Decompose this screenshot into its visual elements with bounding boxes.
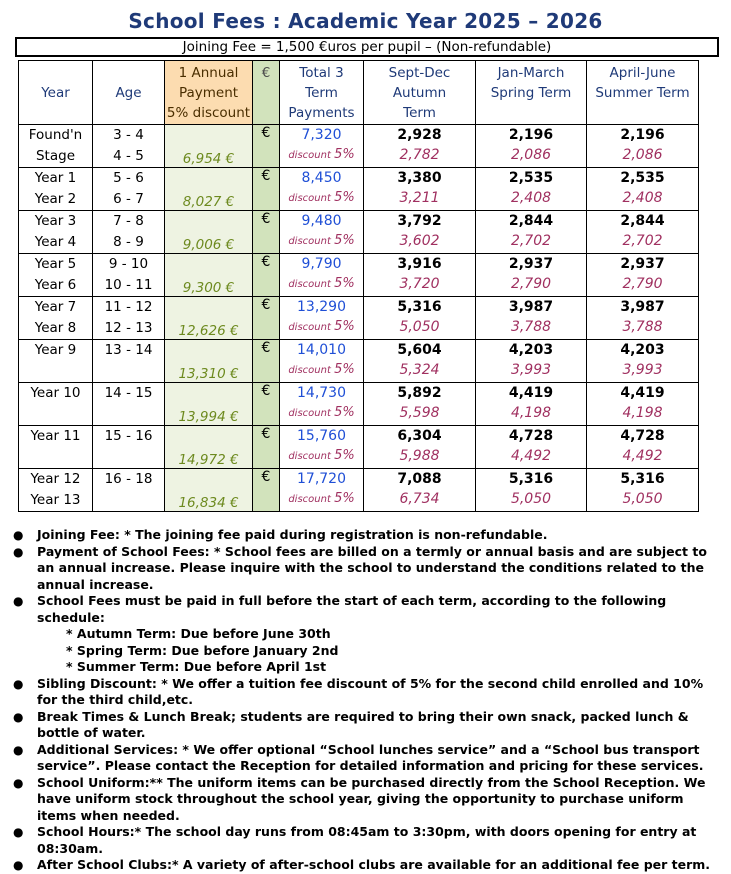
total-cell: 17,720 discount 5% xyxy=(280,469,364,512)
summer-cell: 2,196 2,086 xyxy=(587,125,699,168)
spring-cell: 4,728 4,492 xyxy=(476,426,587,469)
bullet-icon: ● xyxy=(13,775,24,790)
spring-cell: 2,937 2,790 xyxy=(476,254,587,297)
age-cell: 9 - 10 10 - 11 xyxy=(93,254,165,297)
bullet-icon: ● xyxy=(13,825,24,839)
euro-cell: € xyxy=(253,168,280,211)
notes-list xyxy=(10,527,720,874)
summer-cell: 2,937 2,790 xyxy=(587,254,699,297)
spring-cell: 2,535 2,408 xyxy=(476,168,587,211)
autumn-cell: 5,316 5,050 xyxy=(364,297,476,340)
year-cell: Year 3 Year 4 xyxy=(19,211,93,254)
total-cell: 8,450 discount 5% xyxy=(280,168,364,211)
autumn-cell: 3,792 3,602 xyxy=(364,211,476,254)
header-summer-term: April-June Summer Term xyxy=(587,61,699,125)
list-item: ● School Fees must be paid in full before the start of each term, according to the following schedule: xyxy=(13,593,667,625)
euro-cell: € xyxy=(253,125,280,168)
annual-payment-cell: 9,300 € xyxy=(165,254,253,297)
table-row xyxy=(19,340,699,383)
table-row xyxy=(19,469,699,512)
summer-cell: 2,844 2,702 xyxy=(587,211,699,254)
bullet-icon: ● xyxy=(13,594,24,608)
total-cell: 14,010 discount 5% xyxy=(280,340,364,383)
age-cell: 3 - 4 4 - 5 xyxy=(93,125,165,168)
age-cell: 5 - 6 6 - 7 xyxy=(93,168,165,211)
annual-payment-cell: 13,994 € xyxy=(165,383,253,426)
spring-cell: 4,203 3,993 xyxy=(476,340,587,383)
year-cell: Year 7 Year 8 xyxy=(19,297,93,340)
header-annual-payment: 1 Annual Payment 5% discount xyxy=(165,61,253,125)
euro-cell: € xyxy=(253,426,280,469)
annual-payment-cell: 13,310 € xyxy=(165,340,253,383)
autumn-cell: 2,928 2,782 xyxy=(364,125,476,168)
euro-cell: € xyxy=(253,340,280,383)
bullet-icon: ● xyxy=(13,742,24,757)
bullet-icon: ● xyxy=(13,528,24,542)
year-cell: Found'n Stage xyxy=(19,125,93,168)
year-cell: Year 5 Year 6 xyxy=(19,254,93,297)
age-cell: 13 - 14 xyxy=(93,340,165,383)
annual-payment-cell: 8,027 € xyxy=(165,168,253,211)
summer-cell: 4,203 3,993 xyxy=(587,340,699,383)
autumn-cell: 3,380 3,211 xyxy=(364,168,476,211)
total-cell: 15,760 discount 5% xyxy=(280,426,364,469)
list-item: ● Additional Services: * We offer optional “School lunches service” and a “School bus transport service”. Please contact the Reception for detailed information and pricing for these services. xyxy=(13,741,704,773)
spring-cell: 2,196 2,086 xyxy=(476,125,587,168)
summer-cell: 4,419 4,198 xyxy=(587,383,699,426)
year-cell: Year 12 Year 13 xyxy=(19,469,93,512)
annual-payment-cell: 6,954 € xyxy=(165,125,253,168)
header-euro: € xyxy=(253,61,280,125)
spring-cell: 4,419 4,198 xyxy=(476,383,587,426)
annual-payment-cell: 12,626 € xyxy=(165,297,253,340)
summer-cell: 4,728 4,492 xyxy=(587,426,699,469)
list-item: ● School Uniform:** The uniform items can be purchased directly from the School Reception. We have uniform stock throughout the school year, giving the opportunity to purchase uniform items when needed. xyxy=(13,774,706,823)
spring-cell: 5,316 5,050 xyxy=(476,469,587,512)
header-year: Year xyxy=(19,61,93,125)
table-row xyxy=(19,383,699,426)
euro-cell: € xyxy=(253,383,280,426)
header-spring-term: Jan-March Spring Term xyxy=(476,61,587,125)
table-row xyxy=(19,211,699,254)
header-total-3-terms: Total 3 Term Payments xyxy=(280,61,364,125)
autumn-cell: 3,916 3,720 xyxy=(364,254,476,297)
table-row xyxy=(19,125,699,168)
age-cell: 16 - 18 xyxy=(93,469,165,512)
schedule-item: * Autumn Term: Due before June 30th xyxy=(66,626,331,641)
euro-cell: € xyxy=(253,211,280,254)
age-cell: 15 - 16 xyxy=(93,426,165,469)
annual-payment-cell: 9,006 € xyxy=(165,211,253,254)
spring-cell: 2,844 2,702 xyxy=(476,211,587,254)
bullet-icon: ● xyxy=(13,709,24,724)
spring-cell: 3,987 3,788 xyxy=(476,297,587,340)
table-row xyxy=(19,168,699,211)
age-cell: 14 - 15 xyxy=(93,383,165,426)
summer-cell: 2,535 2,408 xyxy=(587,168,699,211)
fees-table xyxy=(18,60,699,512)
euro-cell: € xyxy=(253,469,280,512)
header-autumn-term: Sept-Dec Autumn Term xyxy=(364,61,476,125)
schedule-item: * Summer Term: Due before April 1st xyxy=(66,659,327,674)
annual-payment-cell: 14,972 € xyxy=(165,426,253,469)
euro-cell: € xyxy=(253,297,280,340)
total-cell: 14,730 discount 5% xyxy=(280,383,364,426)
autumn-cell: 5,604 5,324 xyxy=(364,340,476,383)
annual-payment-cell: 16,834 € xyxy=(165,469,253,512)
schedule-item: * Spring Term: Due before January 2nd xyxy=(66,642,339,658)
table-row xyxy=(19,426,699,469)
page-title: School Fees : Academic Year 2025 – 2026 xyxy=(128,9,603,33)
summer-cell: 3,987 3,788 xyxy=(587,297,699,340)
year-cell: Year 10 xyxy=(19,383,93,426)
list-item: ● Break Times & Lunch Break; students are required to bring their own snack, packed lunch & bottle of water. xyxy=(13,708,689,740)
age-cell: 7 - 8 8 - 9 xyxy=(93,211,165,254)
autumn-cell: 7,088 6,734 xyxy=(364,469,476,512)
list-item: ● After School Clubs:* A variety of after-school clubs are available for an additional fee per term. xyxy=(13,857,711,872)
total-cell: 13,290 discount 5% xyxy=(280,297,364,340)
list-item: ● Sibling Discount: * We offer a tuition fee discount of 5% for the second child enrolled and 10% for the third child,etc. xyxy=(13,675,704,707)
total-cell: 9,790 discount 5% xyxy=(280,254,364,297)
year-cell: Year 11 xyxy=(19,426,93,469)
total-cell: 9,480 discount 5% xyxy=(280,211,364,254)
list-item: ● Payment of School Fees: * School fees are billed on a termly or annual basis and are subject to an annual increase. Please inquire with the school to understand the conditions related to the annual increase. xyxy=(13,543,707,592)
year-cell: Year 1 Year 2 xyxy=(19,168,93,211)
summer-cell: 5,316 5,050 xyxy=(587,469,699,512)
year-cell: Year 9 xyxy=(19,340,93,383)
list-item: ● School Hours:* The school day runs from 08:45am to 3:30pm, with doors opening for entry at 08:30am. xyxy=(13,824,697,856)
euro-cell: € xyxy=(253,254,280,297)
bullet-icon: ● xyxy=(13,544,24,559)
age-cell: 11 - 12 12 - 13 xyxy=(93,297,165,340)
joining-fee-banner: Joining Fee = 1,500 €uros per pupil – (Non-refundable) xyxy=(15,37,719,57)
bullet-icon: ● xyxy=(13,676,24,691)
autumn-cell: 6,304 5,988 xyxy=(364,426,476,469)
total-cell: 7,320 discount 5% xyxy=(280,125,364,168)
header-age: Age xyxy=(93,61,165,125)
autumn-cell: 5,892 5,598 xyxy=(364,383,476,426)
table-row xyxy=(19,297,699,340)
list-item: ● Joining Fee: * The joining fee paid during registration is non-refundable. xyxy=(13,527,548,542)
table-row xyxy=(19,254,699,297)
bullet-icon: ● xyxy=(13,858,24,872)
